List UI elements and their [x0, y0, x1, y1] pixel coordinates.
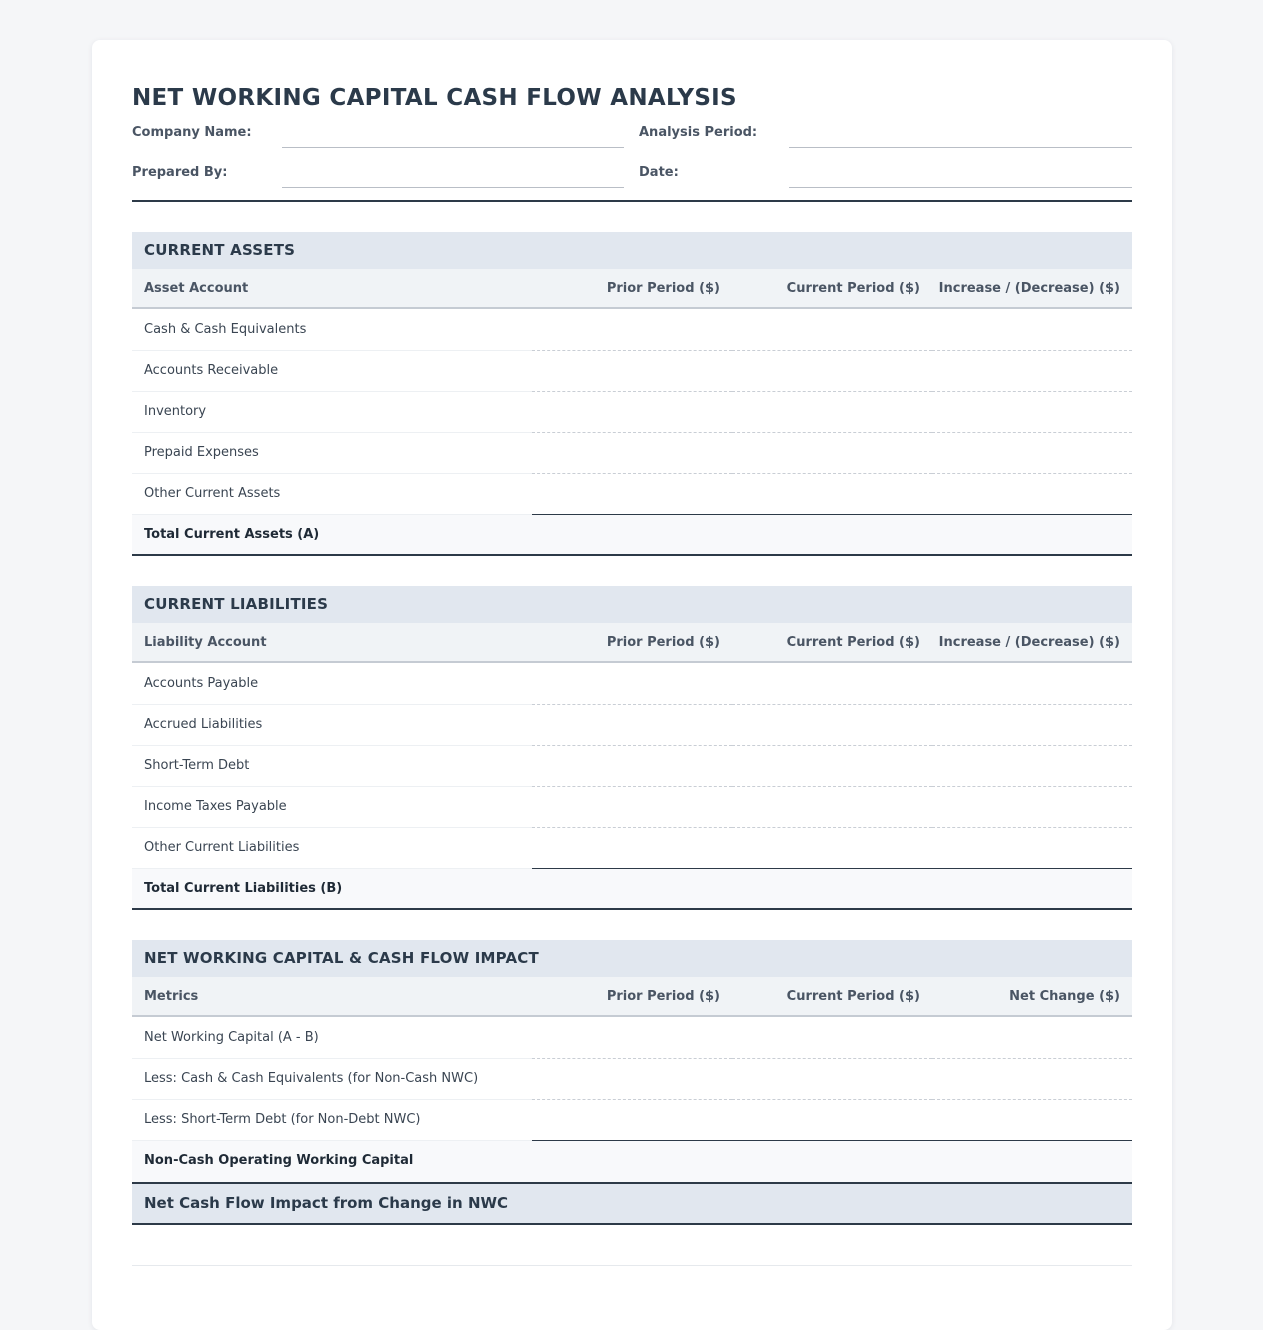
- change-cell[interactable]: [932, 391, 1132, 433]
- prior-period-cell[interactable]: [532, 309, 732, 351]
- header-divider: [132, 200, 1132, 202]
- prior-period-cell[interactable]: [532, 786, 732, 828]
- current-period-cell[interactable]: [732, 350, 932, 392]
- analysis-period-label: Analysis Period:: [639, 125, 758, 140]
- table-row: [132, 309, 1132, 350]
- prepared-by-field[interactable]: [282, 159, 624, 199]
- table-row: [132, 745, 1132, 786]
- row-label: Cash & Cash Equivalents: [132, 309, 532, 351]
- current-period-grand-cell[interactable]: [732, 1184, 932, 1223]
- net-change-cell[interactable]: [932, 1099, 1132, 1141]
- column-header: Liability Account: [144, 635, 267, 650]
- change-cell[interactable]: [932, 745, 1132, 787]
- column-header: Prior Period ($): [606, 989, 720, 1004]
- prior-period-cell[interactable]: [532, 704, 732, 746]
- section-heading: CURRENT LIABILITIES: [132, 586, 1132, 623]
- current-period-cell[interactable]: [732, 473, 932, 515]
- prior-period-grand-cell[interactable]: [532, 1184, 732, 1223]
- change-total-cell[interactable]: [932, 514, 1132, 555]
- table-row: [132, 1058, 1132, 1099]
- table-header: [132, 977, 1132, 1017]
- column-header: Current Period ($): [786, 989, 920, 1004]
- prior-period-cell[interactable]: [532, 827, 732, 869]
- change-cell[interactable]: [932, 663, 1132, 705]
- prior-period-cell[interactable]: [532, 1099, 732, 1141]
- current-period-cell[interactable]: [732, 1099, 932, 1141]
- total-row: [132, 868, 1132, 910]
- change-cell[interactable]: [932, 704, 1132, 746]
- table-header: [132, 623, 1132, 663]
- current-period-cell[interactable]: [732, 391, 932, 433]
- current-period-cell[interactable]: [732, 1017, 932, 1059]
- column-header: Current Period ($): [786, 281, 920, 296]
- prior-period-cell[interactable]: [532, 1058, 732, 1100]
- section-heading: CURRENT ASSETS: [132, 232, 1132, 269]
- prepared-by-label: Prepared By:: [132, 165, 228, 180]
- row-label: Accounts Receivable: [132, 350, 532, 392]
- table-row: [132, 473, 1132, 514]
- table-row: [132, 1099, 1132, 1140]
- section-heading: NET WORKING CAPITAL & CASH FLOW IMPACT: [132, 940, 1132, 977]
- row-label: Other Current Assets: [132, 473, 532, 515]
- row-label: Short-Term Debt: [132, 745, 532, 787]
- total-label: Total Current Assets (A): [144, 527, 320, 542]
- nwc-impact-section: [132, 940, 1132, 1225]
- current-period-cell[interactable]: [732, 704, 932, 746]
- net-change-cell[interactable]: [932, 1058, 1132, 1100]
- change-cell[interactable]: [932, 309, 1132, 351]
- row-label: Other Current Liabilities: [132, 827, 532, 869]
- table-row: [132, 350, 1132, 391]
- prior-period-cell[interactable]: [532, 473, 732, 515]
- current-period-total-cell[interactable]: [732, 1140, 932, 1182]
- current-period-total-cell[interactable]: [732, 868, 932, 909]
- prior-period-cell[interactable]: [532, 1017, 732, 1059]
- prior-period-total-cell[interactable]: [532, 1140, 732, 1182]
- header-fields: [132, 119, 1132, 199]
- company-name-label: Company Name:: [132, 125, 252, 140]
- table-row: [132, 663, 1132, 704]
- change-cell[interactable]: [932, 432, 1132, 474]
- prior-period-cell[interactable]: [532, 432, 732, 474]
- table-row: [132, 786, 1132, 827]
- net-change-total-cell[interactable]: [932, 1140, 1132, 1182]
- table-row: [132, 1017, 1132, 1058]
- analysis-period-field[interactable]: [789, 119, 1132, 159]
- table-row: [132, 827, 1132, 868]
- current-period-cell[interactable]: [732, 432, 932, 474]
- prior-period-cell[interactable]: [532, 350, 732, 392]
- column-header: Prior Period ($): [606, 281, 720, 296]
- row-label: Prepaid Expenses: [132, 432, 532, 474]
- company-name-field[interactable]: [282, 119, 624, 159]
- column-header: Current Period ($): [786, 635, 920, 650]
- net-change-grand-cell[interactable]: [932, 1184, 1132, 1223]
- table-row: [132, 391, 1132, 432]
- prior-period-total-cell[interactable]: [532, 514, 732, 555]
- change-cell[interactable]: [932, 473, 1132, 515]
- prior-period-total-cell[interactable]: [532, 868, 732, 909]
- total-row: [132, 514, 1132, 556]
- row-label: Inventory: [132, 391, 532, 433]
- date-field[interactable]: [789, 159, 1132, 199]
- page-title: NET WORKING CAPITAL CASH FLOW ANALYSIS: [132, 85, 737, 111]
- total-label: Total Current Liabilities (B): [144, 881, 343, 896]
- column-header: Asset Account: [144, 281, 249, 296]
- current-period-cell[interactable]: [732, 309, 932, 351]
- change-cell[interactable]: [932, 350, 1132, 392]
- row-label: Less: Short-Term Debt (for Non-Debt NWC): [132, 1099, 532, 1141]
- row-label: Less: Cash & Cash Equivalents (for Non-Cash NWC): [132, 1058, 532, 1100]
- column-header: Net Change ($): [1009, 989, 1120, 1004]
- current-period-cell[interactable]: [732, 745, 932, 787]
- column-header: Prior Period ($): [606, 635, 720, 650]
- current-assets-section: [132, 232, 1132, 556]
- current-period-cell[interactable]: [732, 827, 932, 869]
- row-label: Net Working Capital (A - B): [132, 1017, 532, 1059]
- net-change-cell[interactable]: [932, 1017, 1132, 1059]
- grand-total-label: Net Cash Flow Impact from Change in NWC: [144, 1194, 509, 1212]
- table-row: [132, 704, 1132, 745]
- current-period-total-cell[interactable]: [732, 514, 932, 555]
- column-header: Increase / (Decrease) ($): [938, 281, 1120, 296]
- change-cell[interactable]: [932, 786, 1132, 828]
- table-header: [132, 269, 1132, 309]
- grand-total-row: [132, 1182, 1132, 1225]
- current-liabilities-section: [132, 586, 1132, 910]
- row-label: Accounts Payable: [132, 663, 532, 705]
- footer-divider: [132, 1265, 1132, 1266]
- total-label: Non-Cash Operating Working Capital: [144, 1153, 414, 1168]
- current-period-cell[interactable]: [732, 663, 932, 705]
- prior-period-cell[interactable]: [532, 391, 732, 433]
- column-header: Increase / (Decrease) ($): [938, 635, 1120, 650]
- worksheet: [92, 40, 1172, 1330]
- prior-period-cell[interactable]: [532, 663, 732, 705]
- row-label: Income Taxes Payable: [132, 786, 532, 828]
- row-label: Accrued Liabilities: [132, 704, 532, 746]
- total-row: [132, 1140, 1132, 1182]
- date-label: Date:: [639, 165, 679, 180]
- change-cell[interactable]: [932, 827, 1132, 869]
- change-total-cell[interactable]: [932, 868, 1132, 909]
- prior-period-cell[interactable]: [532, 745, 732, 787]
- table-row: [132, 432, 1132, 473]
- current-period-cell[interactable]: [732, 786, 932, 828]
- current-period-cell[interactable]: [732, 1058, 932, 1100]
- column-header: Metrics: [144, 989, 199, 1004]
